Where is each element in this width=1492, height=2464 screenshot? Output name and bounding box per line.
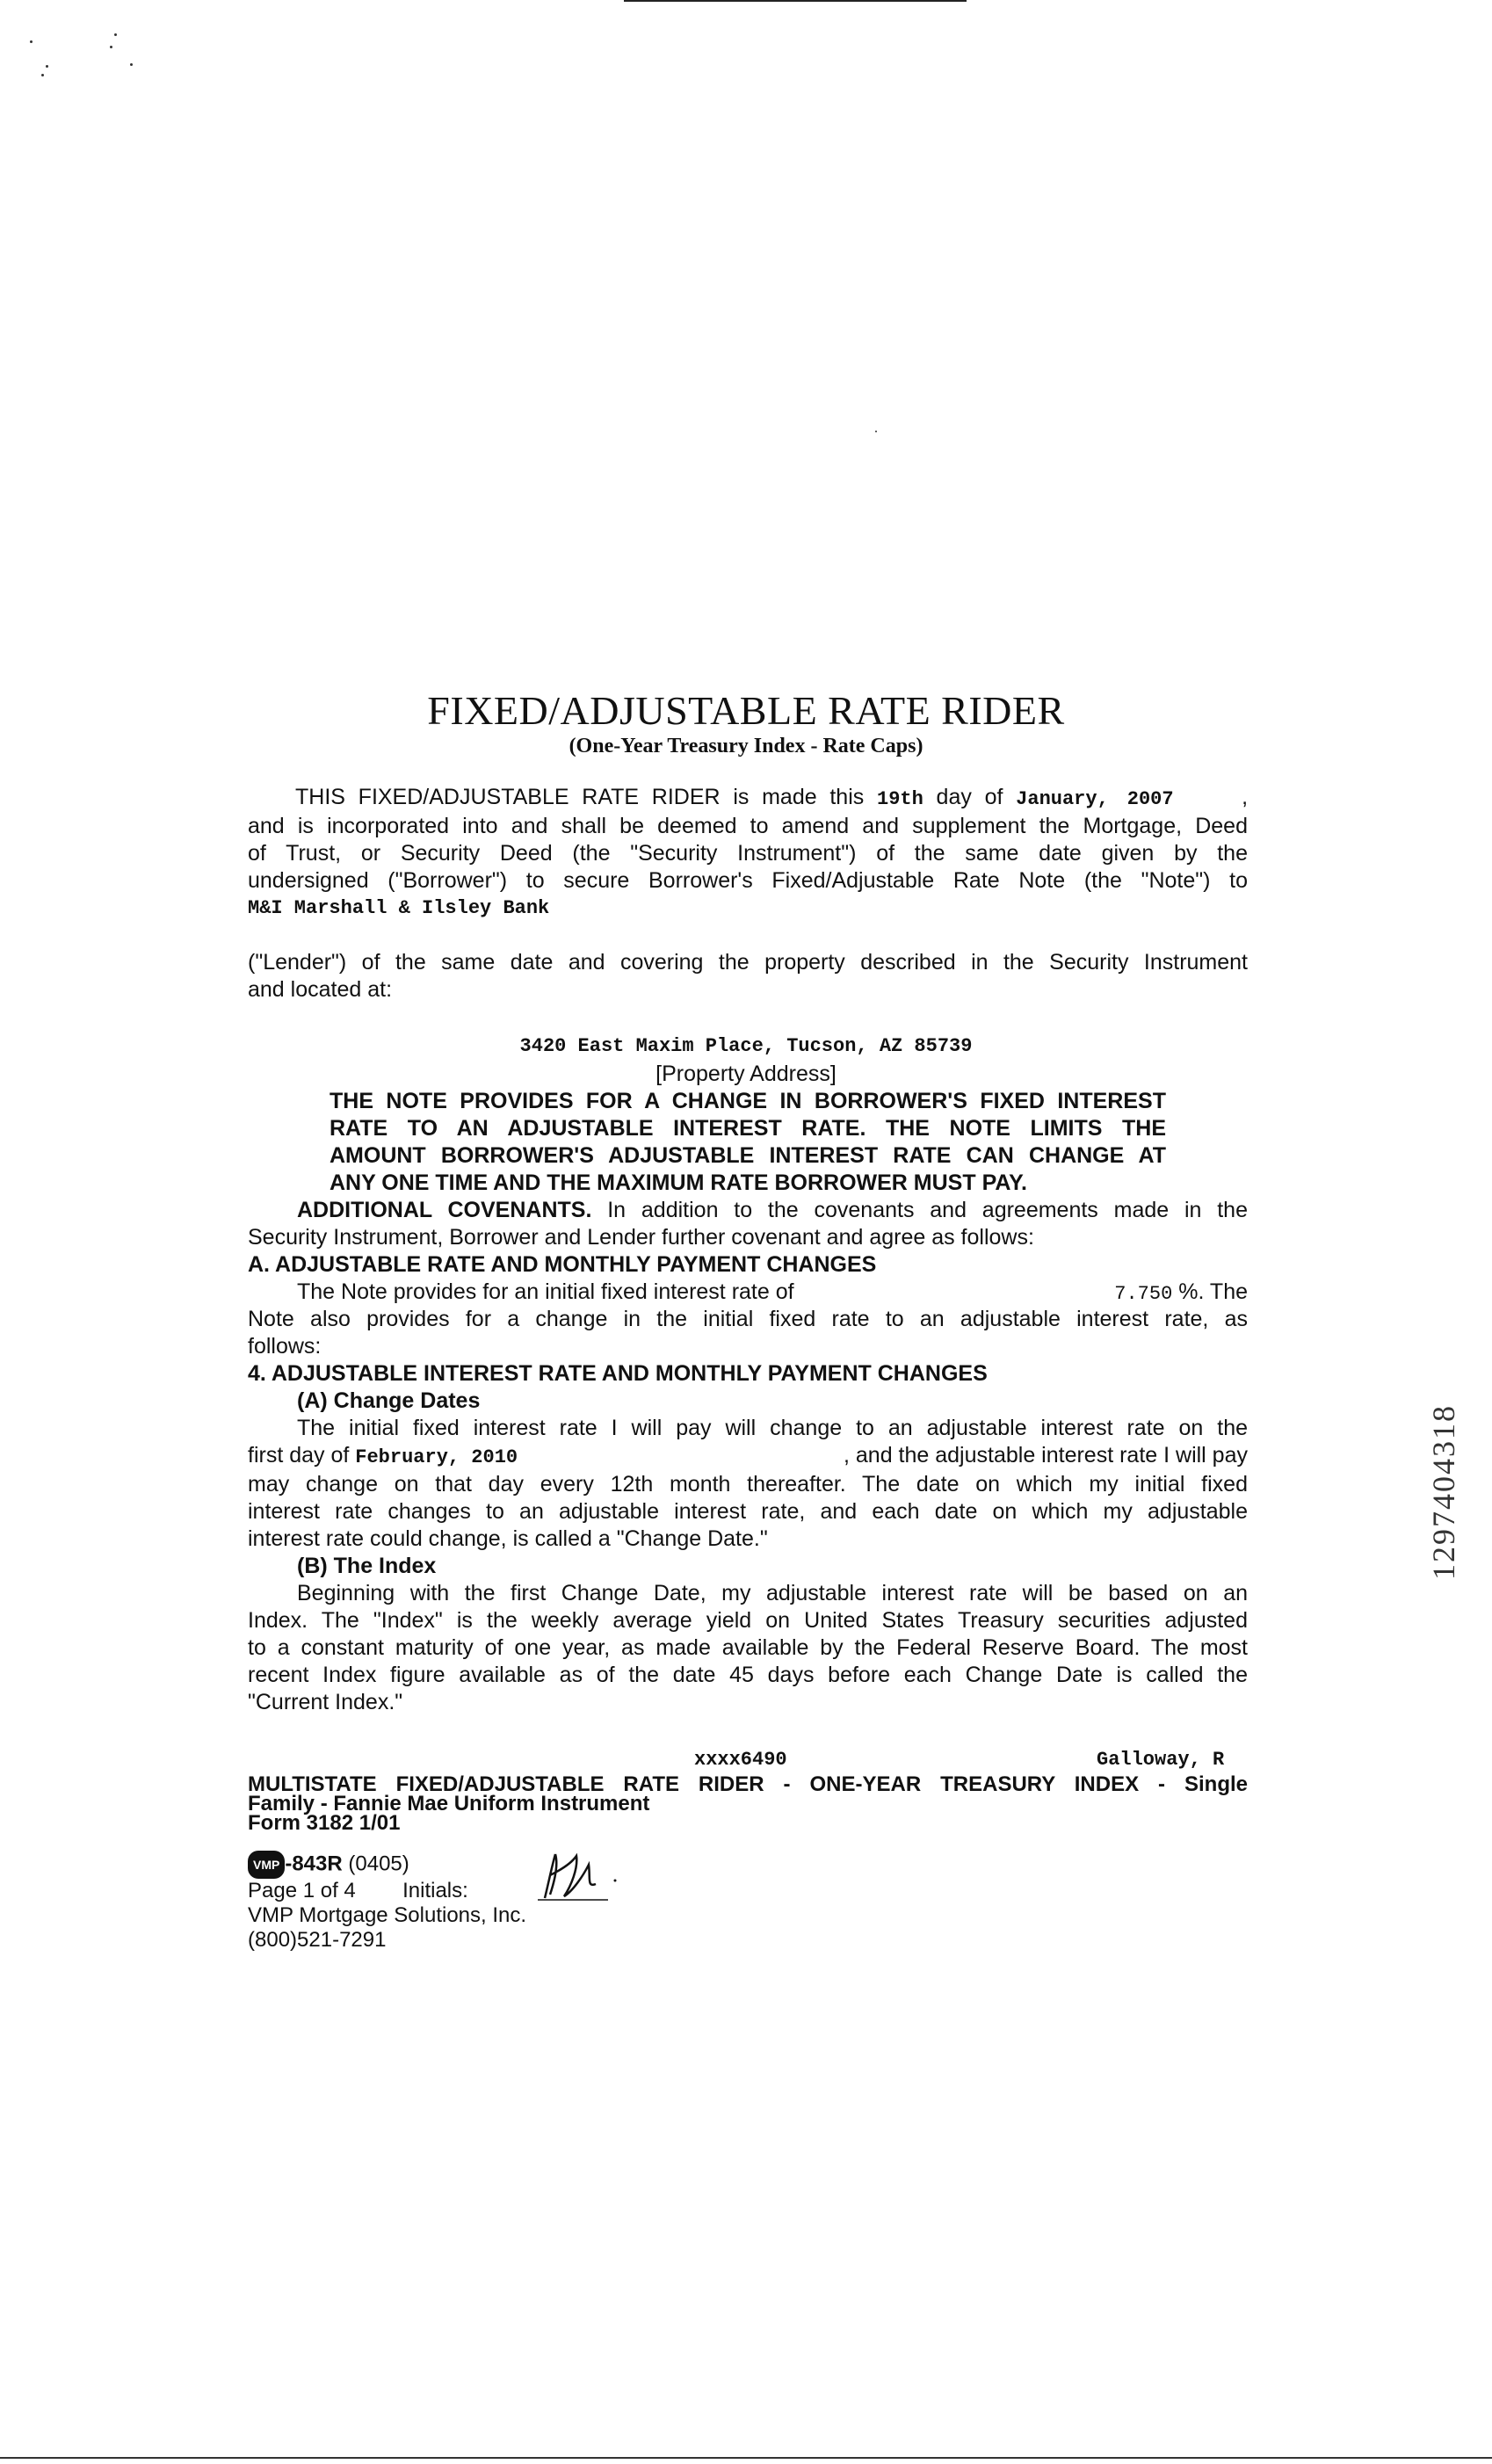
section-a-line-3: follows:: [248, 1334, 322, 1359]
index-line-5: "Current Index.": [248, 1690, 403, 1714]
lender-name: M&I Marshall & Ilsley Bank: [248, 897, 550, 919]
covenants-text-1: In addition to the covenants and agreements made in the: [607, 1198, 1248, 1222]
initial-rate: 7.750: [1114, 1283, 1173, 1305]
property-address: 3420 East Maxim Place, Tucson, AZ 85739: [519, 1035, 973, 1057]
vmp-revision: (0405): [348, 1852, 409, 1876]
intro-line-6: ("Lender") of the same date and covering the property described in the Security Instrument: [248, 950, 1248, 975]
vmp-code-line: [248, 1851, 526, 1879]
section-a-line-1: [248, 1279, 1248, 1306]
vmp-logo-icon: VMP: [248, 1851, 285, 1879]
change-dates-line-4: interest rate changes to an adjustable interest rate, and each date on which my adjustable: [248, 1499, 1248, 1524]
form-line-3: Form 3182 1/01: [248, 1811, 401, 1835]
covenants-line-1: [248, 1197, 1248, 1224]
notice-line-2: RATE TO AN ADJUSTABLE INTEREST RATE. THE NOTE LIMITS THE: [330, 1116, 1166, 1141]
intro-line-1: [248, 784, 1248, 813]
vmp-code: -843R: [285, 1852, 343, 1876]
index-line-2: Index. The "Index" is the weekly average yield on United States Treasury securities adjusted: [248, 1608, 1248, 1633]
intro-text-a: THIS FIXED/ADJUSTABLE RATE RIDER is made this: [295, 785, 865, 809]
first-change-date: February, 2010: [355, 1446, 518, 1468]
index-line-3: to a constant maturity of one year, as made available by the Federal Reserve Board. The most: [248, 1635, 1248, 1660]
change-dates-line-5: interest rate could change, is called a "Change Date.": [248, 1526, 768, 1551]
index-heading: (B) The Index: [297, 1554, 437, 1578]
intro-paragraph: [248, 784, 1248, 922]
page-initials-line: [248, 1879, 526, 1903]
notice-line-4: ANY ONE TIME AND THE MAXIMUM RATE BORROWER MUST PAY.: [330, 1170, 1028, 1195]
bottom-edge-line: [0, 2457, 1492, 2459]
change-dates-line-3: may change on that day every 12th month thereafter. The date on which my initial fixed: [248, 1472, 1248, 1497]
form-line-2: Family - Fannie Mae Uniform Instrument: [248, 1792, 650, 1815]
intro-line-2: and is incorporated into and shall be deemed to amend and supplement the Mortgage, Deed: [248, 814, 1248, 838]
change-dates-line-2: [248, 1442, 1248, 1471]
rider-date: January, 2007: [1016, 788, 1174, 810]
index-line-4: recent Index figure available as of the date 45 days before each Change Date is called the: [248, 1663, 1248, 1687]
covenants-heading: ADDITIONAL COVENANTS.: [297, 1198, 592, 1222]
section-4-heading: 4. ADJUSTABLE INTEREST RATE AND MONTHLY PAYMENT CHANGES: [248, 1361, 988, 1386]
section-a-heading: A. ADJUSTABLE RATE AND MONTHLY PAYMENT CHANGES: [248, 1252, 877, 1277]
property-address-label: [Property Address]: [655, 1062, 837, 1086]
intro-paragraph-continued: [248, 949, 1248, 1004]
change-dates-text-b: , and the adjustable interest rate I will pay: [844, 1443, 1248, 1468]
loan-number: xxxx6490: [694, 1749, 787, 1771]
vmp-info: [248, 1851, 526, 1953]
covenants-paragraph: [248, 1197, 1248, 1716]
intro-line-3: of Trust, or Security Deed (the "Security Instrument") of the same date given by the: [248, 841, 1248, 866]
notice-line-3: AMOUNT BORROWER'S ADJUSTABLE INTEREST RATE CAN CHANGE AT: [330, 1143, 1166, 1168]
document-subtitle: (One-Year Treasury Index - Rate Caps): [569, 735, 923, 757]
company-name: VMP Mortgage Solutions, Inc.: [248, 1903, 527, 1927]
change-dates-text-a: first day of: [248, 1443, 350, 1468]
covenants-line-2: Security Instrument, Borrower and Lender further covenant and agree as follows:: [248, 1225, 1034, 1250]
intro-line-4: undersigned ("Borrower") to secure Borrower's Fixed/Adjustable Rate Note (the "Note") to: [248, 868, 1248, 893]
notice-block: [330, 1088, 1166, 1197]
borrower-name: Galloway, R: [1097, 1749, 1225, 1771]
index-line-1: Beginning with the first Change Date, my adjustable interest rate will be based on an: [297, 1581, 1248, 1605]
document-title: FIXED/ADJUSTABLE RATE RIDER: [427, 688, 1065, 733]
notice-line-1: THE NOTE PROVIDES FOR A CHANGE IN BORROWER'S FIXED INTEREST: [330, 1089, 1166, 1113]
change-dates-heading: (A) Change Dates: [297, 1388, 481, 1413]
form-line-1: MULTISTATE FIXED/ADJUSTABLE RATE RIDER - ONE-YEAR TREASURY INDEX - Single: [248, 1772, 1248, 1796]
top-edge-line: [624, 0, 967, 2]
side-document-number: 1297404318: [1426, 1404, 1461, 1580]
company-phone: (800)521-7291: [248, 1928, 387, 1952]
change-dates-line-1: The initial fixed interest rate I will pay will change to an adjustable interest rate on the: [297, 1416, 1248, 1440]
intro-text-b: day of: [936, 785, 1003, 809]
form-title: [248, 1772, 1248, 1835]
rider-day: 19th: [877, 788, 923, 810]
intro-comma: ,: [1242, 785, 1249, 809]
initials-label: Initials:: [402, 1879, 468, 1902]
section-a-text-b: %. The: [1178, 1279, 1248, 1304]
initials-signature-icon: [538, 1849, 622, 1903]
page-number: Page 1 of 4: [248, 1879, 356, 1902]
intro-line-7: and located at:: [248, 977, 393, 1002]
section-a-line-2: Note also provides for a change in the initial fixed rate to an adjustable interest rate, as: [248, 1307, 1248, 1331]
section-a-text-a: The Note provides for an initial fixed interest rate of: [297, 1279, 794, 1304]
